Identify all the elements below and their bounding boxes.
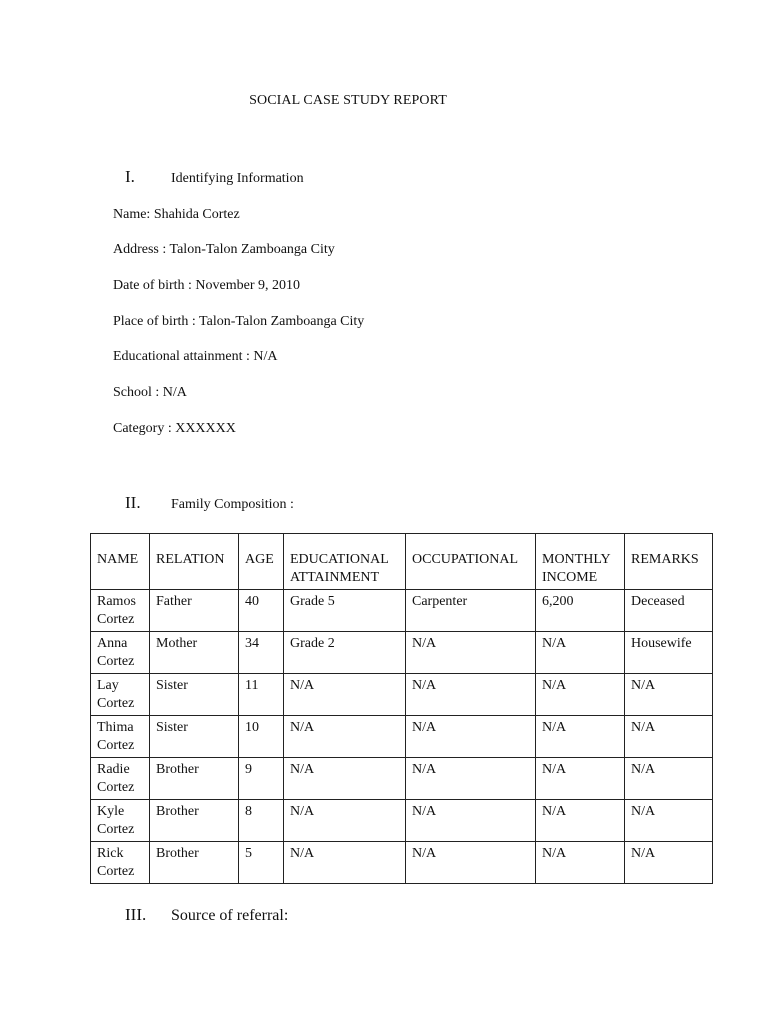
cell-relation: Brother [150,842,239,884]
field-school: School : N/A [113,385,187,400]
cell-remarks: N/A [625,800,713,842]
cell-education: Grade 5 [284,590,406,632]
cell-age: 34 [239,632,284,674]
cell-income: N/A [536,716,625,758]
cell-relation: Father [150,590,239,632]
section-2-label: Family Composition : [171,497,294,512]
cell-name: Radie Cortez [91,758,150,800]
cell-name: Rick Cortez [91,842,150,884]
cell-name: Thima Cortez [91,716,150,758]
header-age: AGE [239,534,284,590]
field-educational-attainment: Educational attainment : N/A [113,349,278,364]
section-1-heading [125,167,304,187]
cell-age: 10 [239,716,284,758]
cell-name: Anna Cortez [91,632,150,674]
table-row [91,716,713,758]
table-row [91,758,713,800]
cell-remarks: N/A [625,842,713,884]
section-2-heading [125,493,294,513]
field-place-of-birth: Place of birth : Talon-Talon Zamboanga City [113,314,365,329]
cell-relation: Mother [150,632,239,674]
cell-remarks: N/A [625,674,713,716]
cell-income: 6,200 [536,590,625,632]
cell-relation: Brother [150,758,239,800]
table-row [91,590,713,632]
section-1-label: Identifying Information [171,171,304,186]
cell-income: N/A [536,800,625,842]
header-remarks: REMARKS [625,534,713,590]
cell-education: N/A [284,674,406,716]
cell-income: N/A [536,674,625,716]
section-1-number: I. [125,167,135,186]
cell-occupation: Carpenter [406,590,536,632]
cell-remarks: Deceased [625,590,713,632]
cell-relation: Brother [150,800,239,842]
cell-occupation: N/A [406,674,536,716]
cell-education: N/A [284,716,406,758]
cell-relation: Sister [150,716,239,758]
section-2-number: II. [125,493,141,512]
cell-age: 5 [239,842,284,884]
cell-income: N/A [536,632,625,674]
cell-relation: Sister [150,674,239,716]
table-row [91,674,713,716]
section-3-heading [125,905,288,925]
family-composition-table [90,533,713,884]
header-occupational: OCCUPATIONAL [406,534,536,590]
cell-occupation: N/A [406,842,536,884]
cell-occupation: N/A [406,716,536,758]
field-address: Address : Talon-Talon Zamboanga City [113,242,335,257]
cell-occupation: N/A [406,632,536,674]
section-3-label: Source of referral: [171,907,289,924]
table-row [91,632,713,674]
cell-age: 8 [239,800,284,842]
field-category: Category : XXXXXX [113,421,236,436]
field-date-of-birth: Date of birth : November 9, 2010 [113,278,301,293]
cell-name: Lay Cortez [91,674,150,716]
cell-remarks: Housewife [625,632,713,674]
table-row [91,842,713,884]
cell-income: N/A [536,842,625,884]
cell-occupation: N/A [406,800,536,842]
cell-education: N/A [284,758,406,800]
header-relation: RELATION [150,534,239,590]
cell-income: N/A [536,758,625,800]
cell-education: N/A [284,800,406,842]
cell-age: 40 [239,590,284,632]
field-name: Name: Shahida Cortez [113,207,240,222]
cell-name: Kyle Cortez [91,800,150,842]
cell-remarks: N/A [625,716,713,758]
table-header-row [91,534,713,590]
cell-age: 9 [239,758,284,800]
cell-education: N/A [284,842,406,884]
cell-age: 11 [239,674,284,716]
cell-name: Ramos Cortez [91,590,150,632]
header-name: NAME [91,534,150,590]
table-row [91,800,713,842]
report-title: SOCIAL CASE STUDY REPORT [249,93,447,108]
cell-education: Grade 2 [284,632,406,674]
cell-remarks: N/A [625,758,713,800]
section-3-number: III. [125,905,147,924]
cell-occupation: N/A [406,758,536,800]
header-educational-attainment: EDUCATIONAL ATTAINMENT [284,534,406,590]
header-monthly-income: MONTHLY INCOME [536,534,625,590]
